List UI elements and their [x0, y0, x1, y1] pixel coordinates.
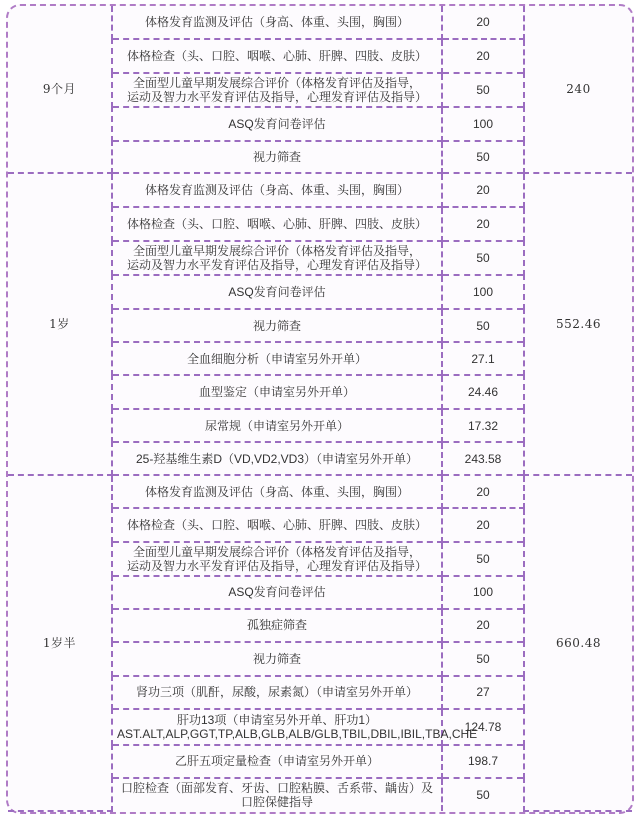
table-row	[8, 173, 632, 207]
item-name: 体格发育监测及评估（身高、体重、头围，胸围）	[112, 6, 442, 39]
item-name: 25-羟基维生素D（VD,VD2,VD3）（申请室另外开单）	[112, 442, 442, 475]
item-price: 100	[442, 576, 524, 609]
item-price: 17.32	[442, 409, 524, 442]
table-row	[8, 475, 632, 508]
item-name: 体格发育监测及评估（身高、体重、头围，胸围）	[112, 173, 442, 207]
age-group-label: 9个月	[8, 6, 112, 173]
item-price: 50	[442, 73, 524, 107]
item-name-line: 运动及智力水平发育评估及指导，心理发育评估及指导）	[126, 258, 427, 273]
item-name: 体格发育监测及评估（身高、体重、头围，胸围）	[112, 475, 442, 508]
item-name: 乙肝五项定量检查（申请室另外开单）	[112, 745, 442, 778]
item-name: 口腔检查（面部发育、牙齿、口腔粘膜、舌系带、龋齿）及口腔保健指导	[112, 778, 442, 811]
item-price: 20	[442, 508, 524, 541]
item-price: 20	[442, 475, 524, 508]
item-price: 20	[442, 609, 524, 642]
item-name	[112, 709, 478, 745]
item-price: 20	[442, 6, 524, 39]
item-name	[112, 542, 442, 576]
item-name: 孤独症筛查	[112, 609, 442, 642]
item-price: 20	[442, 39, 524, 73]
item-name-line: 全面型儿童早期发展综合评价（体格发育评估及指导，	[132, 244, 421, 259]
item-name: 视力筛查	[112, 141, 442, 173]
item-price: 198.7	[442, 745, 524, 778]
item-name: 全血细胞分析（申请室另外开单）	[112, 342, 442, 375]
item-name: 血型鉴定（申请室另外开单）	[112, 375, 442, 409]
age-group-label: 1岁	[8, 173, 112, 475]
item-price: 100	[442, 107, 524, 141]
item-price: 27.1	[442, 342, 524, 375]
item-name: 视力筛查	[112, 642, 442, 676]
checkup-price-table	[8, 6, 632, 812]
table-row	[8, 6, 632, 39]
item-name-line: AST.ALT,ALP,GGT,TP,ALB,GLB,ALB/GLB,TBIL,DBIL,IBIL,TBA,CHE	[117, 726, 478, 741]
item-price: 50	[442, 778, 524, 811]
item-name	[112, 241, 442, 275]
item-price: 243.58	[442, 442, 524, 475]
item-price: 50	[442, 141, 524, 173]
item-name-line: 运动及智力水平发育评估及指导，心理发育评估及指导）	[126, 558, 427, 573]
item-name-line: 全面型儿童早期发展综合评价（体格发育评估及指导，	[132, 544, 421, 559]
item-name: 体格检查（头、口腔、咽喉、心肺、肝脾、四肢、皮肤）	[112, 39, 442, 73]
item-name: ASQ发育问卷评估	[112, 576, 442, 609]
item-price: 100	[442, 275, 524, 309]
item-name: 尿常规（申请室另外开单）	[112, 409, 442, 442]
group-total-price: 660.48	[524, 475, 632, 811]
item-name: ASQ发育问卷评估	[112, 107, 442, 141]
item-price: 124.78	[442, 709, 524, 745]
item-price: 20	[442, 207, 524, 241]
item-name: 肾功三项（肌酐，尿酸，尿素氮）（申请室另外开单）	[112, 676, 442, 709]
group-total-price: 240	[524, 6, 632, 173]
item-price: 20	[442, 173, 524, 207]
item-price: 50	[442, 642, 524, 676]
item-price: 24.46	[442, 375, 524, 409]
item-price: 50	[442, 309, 524, 342]
item-name: ASQ发育问卷评估	[112, 275, 442, 309]
item-price: 50	[442, 542, 524, 576]
age-group-label: 1岁半	[8, 475, 112, 811]
group-total-price: 552.46	[524, 173, 632, 475]
item-name-line: 肝功13项（申请室另外开单、肝功1）	[176, 712, 378, 727]
item-name-line: 全面型儿童早期发展综合评价（体格发育评估及指导，	[132, 76, 421, 91]
item-name: 体格检查（头、口腔、咽喉、心肺、肝脾、四肢、皮肤）	[112, 207, 442, 241]
item-price: 50	[442, 241, 524, 275]
item-name	[112, 73, 442, 107]
item-name-line: 运动及智力水平发育评估及指导，心理发育评估及指导）	[126, 90, 427, 105]
item-price: 27	[442, 676, 524, 709]
item-name: 体格检查（头、口腔、咽喉、心肺、肝脾、四肢、皮肤）	[112, 508, 442, 541]
item-name: 视力筛查	[112, 309, 442, 342]
